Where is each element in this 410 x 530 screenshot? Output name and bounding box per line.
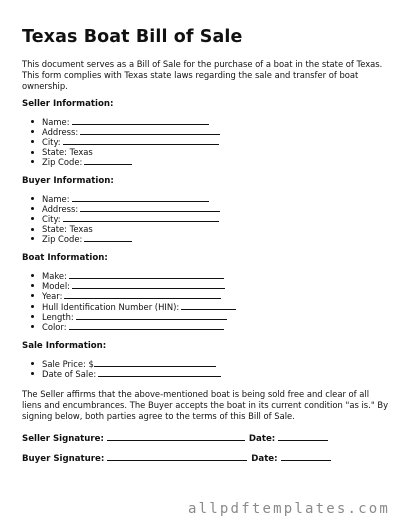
boat-color-label: Color:	[42, 322, 67, 333]
boat-hin-field	[30, 302, 390, 312]
boat-year-blank[interactable]	[64, 291, 221, 299]
seller-city-label: City:	[42, 137, 61, 148]
bill-of-sale-page	[22, 26, 390, 472]
boat-length-label: Length:	[42, 311, 74, 322]
buyer-heading: Buyer Information:	[22, 176, 114, 187]
buyer-date-blank[interactable]	[281, 452, 331, 461]
seller-zip-label: Zip Code:	[42, 156, 83, 167]
buyer-city-blank[interactable]	[63, 214, 219, 222]
buyer-zip-blank[interactable]	[84, 234, 132, 242]
boat-make-field	[30, 271, 390, 281]
boat-color-field	[30, 322, 390, 332]
sale-price-blank[interactable]	[94, 359, 216, 367]
document-title: Texas Boat Bill of Sale	[22, 27, 243, 47]
buyer-state-field	[30, 225, 390, 234]
seller-heading: Seller Information:	[22, 99, 114, 109]
boat-model-blank[interactable]	[72, 281, 225, 289]
buyer-address-blank[interactable]	[80, 204, 220, 212]
seller-state-label: State: Texas	[42, 146, 93, 157]
buyer-fields	[22, 194, 390, 244]
seller-signature-label: Seller Signature:	[22, 433, 104, 444]
seller-name-field	[30, 117, 390, 127]
boat-hin-label: Hull Identification Number (HIN):	[42, 301, 180, 312]
seller-signature-blank[interactable]	[107, 432, 245, 441]
boat-length-field	[30, 312, 390, 322]
sale-date-field	[30, 369, 390, 379]
seller-name-label: Name:	[42, 117, 70, 127]
sale-heading: Sale Information:	[22, 341, 107, 352]
boat-model-field	[30, 281, 390, 291]
seller-city-blank[interactable]	[63, 137, 219, 145]
site-watermark: allpdftemplates.com	[188, 501, 390, 517]
sale-fields	[22, 359, 390, 379]
boat-fields	[22, 271, 390, 332]
buyer-state-label: State: Texas	[42, 223, 93, 234]
seller-address-blank[interactable]	[80, 127, 220, 135]
sale-date-label: Date of Sale:	[42, 369, 97, 380]
buyer-name-blank[interactable]	[72, 194, 209, 202]
sale-date-blank[interactable]	[98, 369, 221, 377]
buyer-signature-blank[interactable]	[107, 452, 247, 461]
boat-length-blank[interactable]	[76, 312, 227, 320]
buyer-name-field	[30, 194, 390, 204]
seller-date-label: Date:	[248, 433, 276, 444]
affirmation-paragraph: The Seller affirms that the above-mentioned boat is being sold free and clear of all liens and encumbrances. The Buyer accepts the boat in its current condition "as is." By signing below, both parties agree to the terms of this Bill of Sale.	[22, 388, 389, 421]
buyer-signature-row	[22, 452, 390, 465]
seller-address-field	[30, 127, 390, 137]
boat-make-blank[interactable]	[69, 271, 224, 279]
seller-state-field	[30, 148, 390, 157]
seller-name-blank[interactable]	[72, 117, 209, 125]
seller-zip-blank[interactable]	[84, 157, 132, 165]
boat-year-label: Year:	[42, 291, 63, 302]
buyer-city-label: City:	[42, 214, 61, 225]
buyer-zip-field	[30, 234, 390, 244]
sale-price-label: Sale Price: $	[42, 359, 94, 370]
intro-paragraph: This document serves as a Bill of Sale for the purchase of a boat in the state of Texas. This form complies with Texas state laws regarding the sale and transfer of boat ownership.	[22, 59, 383, 91]
buyer-address-field	[30, 204, 390, 214]
boat-model-label: Model:	[42, 281, 70, 292]
seller-signature-row	[22, 432, 390, 445]
boat-hin-blank[interactable]	[181, 302, 236, 310]
buyer-date-label: Date:	[251, 453, 278, 464]
buyer-signature-label: Buyer Signature:	[22, 453, 105, 464]
seller-fields	[22, 117, 390, 167]
boat-heading: Boat Information:	[22, 253, 108, 264]
seller-address-label: Address:	[42, 127, 79, 138]
buyer-name-label: Name:	[42, 194, 70, 205]
boat-make-label: Make:	[42, 271, 67, 282]
boat-year-field	[30, 291, 390, 301]
sale-price-field	[30, 359, 390, 369]
buyer-address-label: Address:	[42, 204, 79, 215]
seller-date-blank[interactable]	[278, 432, 328, 441]
boat-color-blank[interactable]	[69, 322, 224, 330]
buyer-zip-label: Zip Code:	[42, 233, 83, 244]
seller-zip-field	[30, 157, 390, 167]
